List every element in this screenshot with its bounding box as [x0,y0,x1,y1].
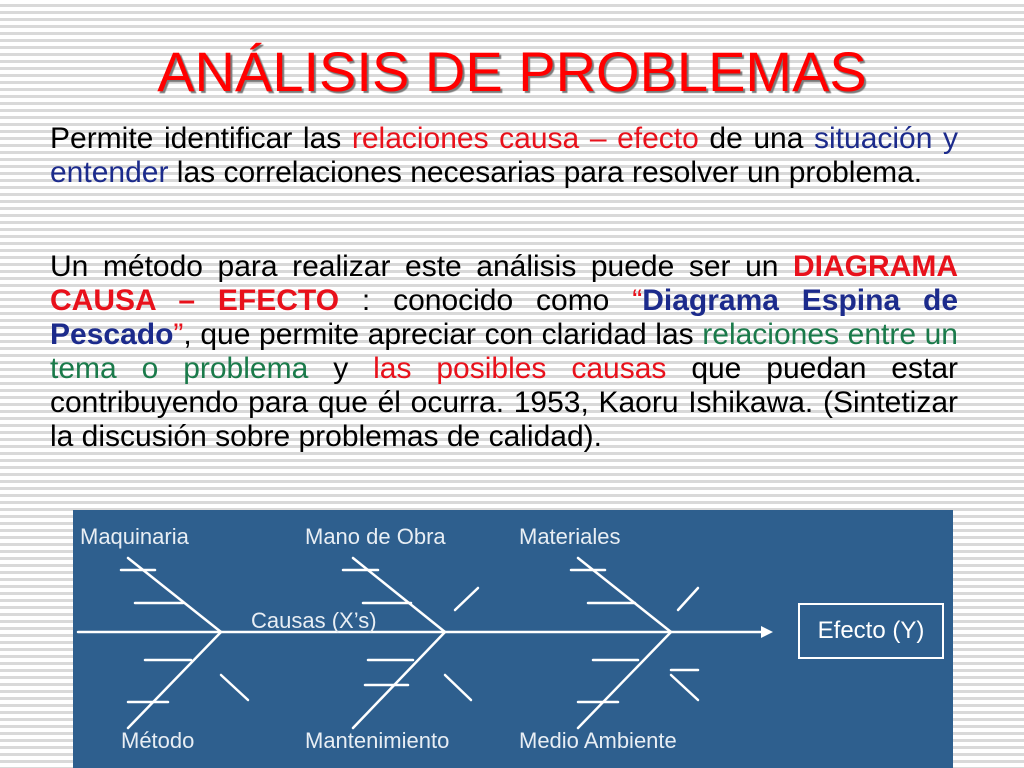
rib [221,675,248,700]
close-quote: ” [173,318,184,351]
text-run: : conocido como [339,284,633,317]
bone-bottom-2 [353,632,445,728]
bone-bottom-3 [578,632,671,728]
highlight-causes: las posibles causas [373,352,667,385]
spine-arrowhead [761,626,773,638]
category-label-metodo: Método [121,728,195,753]
highlight-cause-effect: relaciones causa – efecto [351,122,699,155]
text-run: de una [698,122,815,155]
text-run: y [308,352,374,385]
rib [455,588,478,610]
effect-box [798,603,944,659]
highlight-diagram-name: DIAGRAMA CAUSA – EFECTO [50,250,958,317]
bone-bottom-1 [128,632,221,728]
highlight-fishbone: Diagrama Espina de Pescado [50,284,959,351]
method-paragraph [50,250,958,454]
text-run: Permite identificar las [50,122,352,155]
category-label-mano-de-obra: Mano de Obra [305,524,446,549]
rib [445,675,471,700]
category-label-materiales: Materiales [519,524,621,549]
rib [671,675,698,700]
intro-paragraph [50,122,958,190]
category-label-maquinaria: Maquinaria [80,524,189,549]
highlight-situation: situación y entender [50,122,959,189]
fishbone-diagram [73,510,953,768]
category-label-medio-ambiente: Medio Ambiente [519,728,677,753]
rib [678,588,698,610]
text-run: Un método para realizar este análisis puede ser un [50,250,793,283]
spine-label: Causas (X’s) [251,608,377,633]
slide-title: ANÁLISIS DE PROBLEMAS [157,40,867,103]
highlight-relations: relaciones entre un tema o problema [50,318,958,385]
text-run: las correlaciones necesarias para resolver un problema. [168,156,923,189]
category-label-mantenimiento: Mantenimiento [305,728,450,753]
text-run: que puedan estar contribuyendo para que él ocurra. 1953, Kaoru Ishikawa. (Sintetizar la discusión sobre problemas de calidad). [50,352,958,453]
effect-label: Efecto (Y) [817,617,925,644]
open-quote: “ [632,284,643,317]
text-run: , que permite apreciar con claridad las [183,318,703,351]
